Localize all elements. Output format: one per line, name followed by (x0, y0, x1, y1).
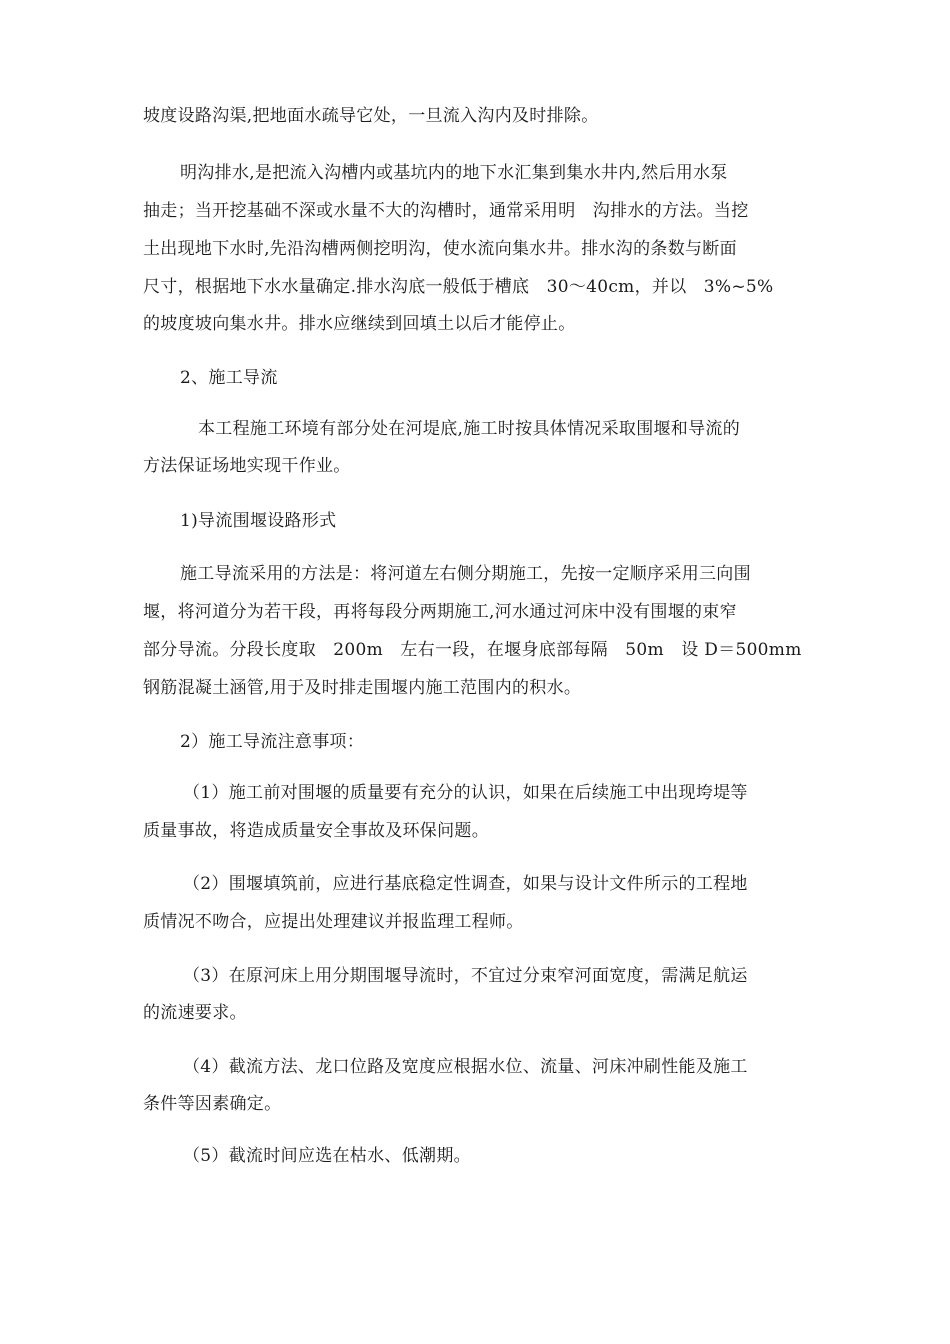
paragraph-line: 土出现地下水时,先沿沟槽两侧挖明沟，使水流向集水井。排水沟的条数与断面 (143, 239, 737, 259)
section-heading: 2、施工导流 (180, 368, 278, 388)
paragraph-line: 钢筋混凝土涵管,用于及时排走围堰内施工范围内的积水。 (143, 678, 582, 698)
list-item-line: （4）截流方法、龙口位路及宽度应根据水位、流量、河床冲刷性能及施工 (183, 1057, 748, 1077)
subsection-heading: 2）施工导流注意事项： (180, 732, 365, 752)
paragraph-line: 尺寸，根据地下水水量确定.排水沟底一般低于槽底 30～40cm，并以 3%~5% (143, 277, 774, 297)
list-item-line: 的流速要求。 (143, 1003, 247, 1023)
paragraph-line: 堰，将河道分为若干段，再将每段分两期施工,河水通过河床中没有围堰的束窄 (143, 602, 737, 622)
list-item-line: 条件等因素确定。 (143, 1094, 282, 1114)
paragraph-line: 坡度设路沟渠,把地面水疏导它处，一旦流入沟内及时排除。 (143, 106, 599, 126)
subsection-heading: 1)导流围堰设路形式 (180, 511, 337, 531)
list-item-line: （5）截流时间应选在枯水、低潮期。 (183, 1146, 471, 1166)
list-item-line: （1）施工前对围堰的质量要有充分的认识，如果在后续施工中出现垮堤等 (183, 783, 748, 803)
list-item-line: （2）围堰填筑前，应进行基底稳定性调查，如果与设计文件所示的工程地 (183, 874, 748, 894)
list-item-line: 质量事故，将造成质量安全事故及环保问题。 (143, 821, 489, 841)
list-item-line: （3）在原河床上用分期围堰导流时，不宜过分束窄河面宽度，需满足航运 (183, 966, 748, 986)
paragraph-line: 明沟排水,是把流入沟槽内或基坑内的地下水汇集到集水井内,然后用水泵 (180, 163, 728, 183)
paragraph-line: 部分导流。分段长度取 200m 左右一段，在堰身底部每隔 50m 设 D＝500mm (143, 640, 802, 660)
paragraph-line: 抽走；当开挖基础不深或水量不大的沟槽时，通常采用明 沟排水的方法。当挖 (143, 201, 749, 221)
paragraph-line: 的坡度坡向集水井。排水应继续到回填土以后才能停止。 (143, 314, 576, 334)
list-item-line: 质情况不吻合，应提出处理建议并报监理工程师。 (143, 912, 524, 932)
paragraph-line: 本工程施工环境有部分处在河堤底,施工时按具体情况采取围堰和导流的 (198, 419, 741, 439)
paragraph-line: 施工导流采用的方法是：将河道左右侧分期施工，先按一定顺序采用三向围 (180, 564, 751, 584)
paragraph-line: 方法保证场地实现干作业。 (143, 456, 351, 476)
